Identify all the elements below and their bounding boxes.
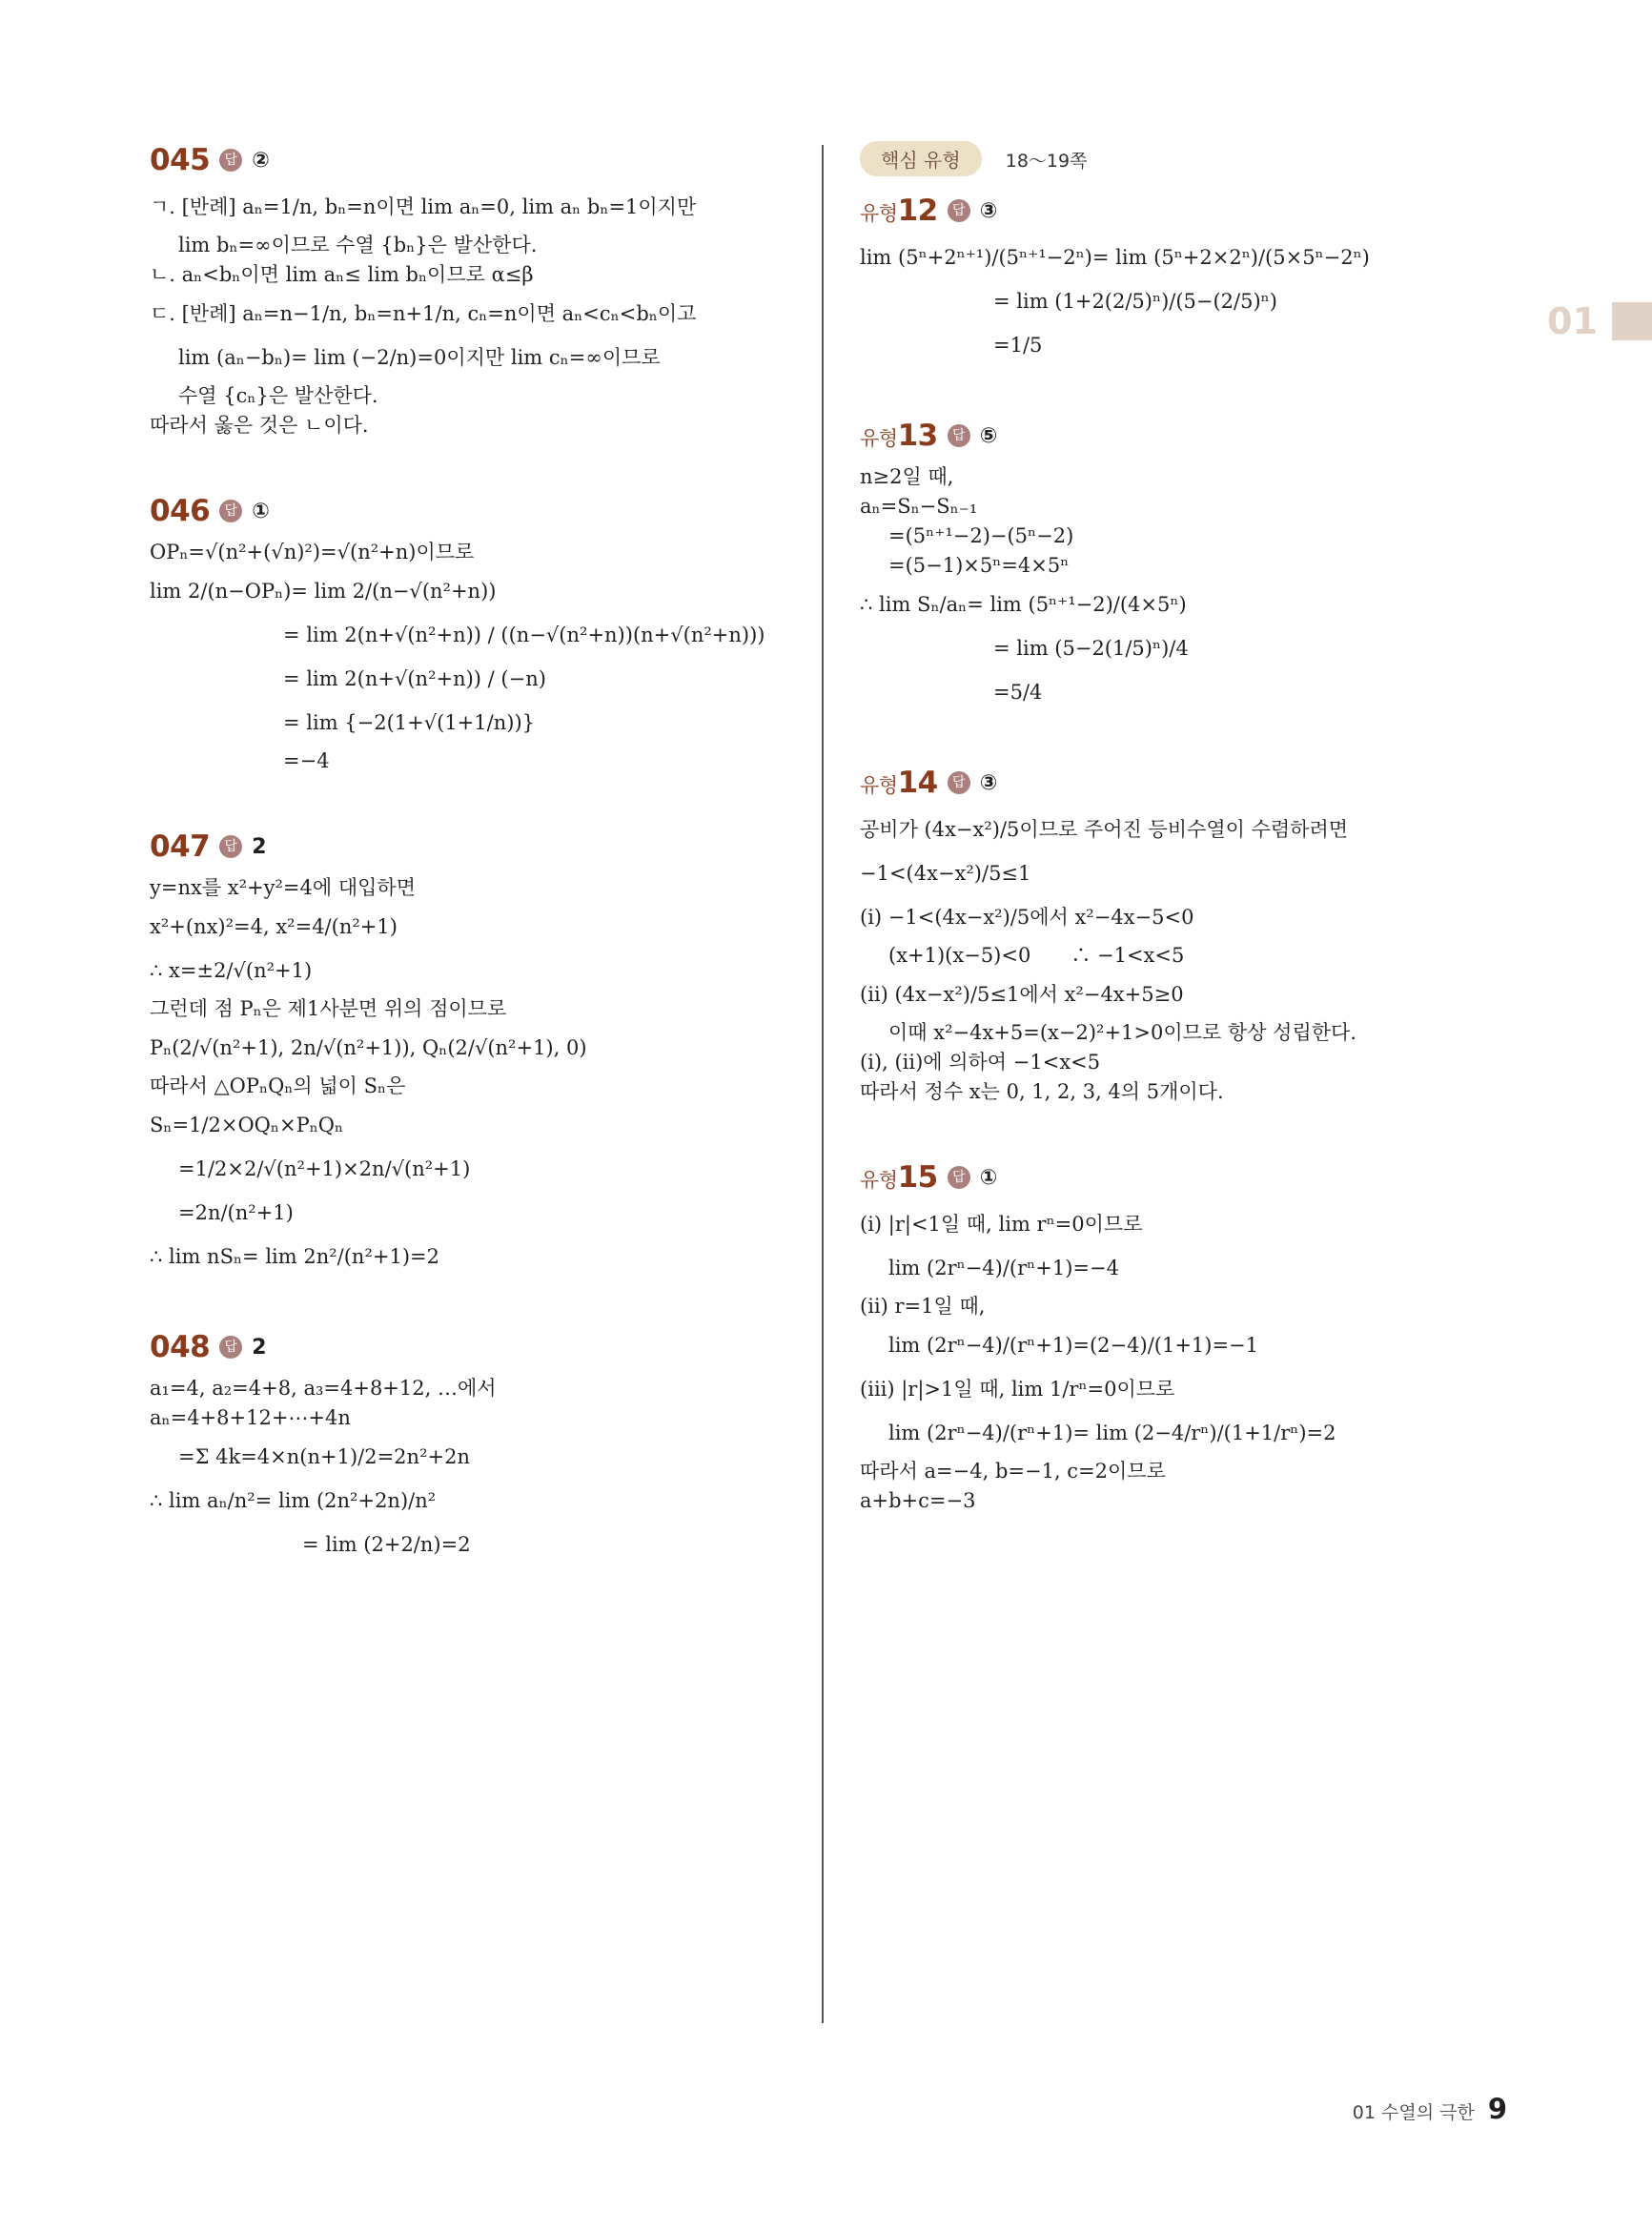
solution-header [150, 829, 817, 864]
solution-line: ㄷ. [반례] aₙ=n−1/n, bₙ=n+1/n, cₙ=n이면 aₙ<cₙ<bₙ이고 [150, 302, 697, 325]
solution-line: aₙ=Sₙ−Sₙ₋₁ [860, 495, 978, 518]
answer-badge: 답 [948, 1166, 970, 1189]
core-type-badge: 핵심 유형 [860, 141, 982, 176]
answer-badge: 답 [948, 424, 970, 447]
answer-badge: 답 [219, 149, 242, 172]
solution-line: ∴ lim aₙ/n²= lim (2n²+2n)/n² [150, 1489, 437, 1512]
solution-line: 수열 {cₙ}은 발산한다. [178, 384, 378, 407]
solution-line: = lim (2+2/n)=2 [302, 1533, 471, 1556]
solution-block [860, 1160, 1508, 1516]
answer-value: ② [252, 148, 270, 173]
solution-line: aₙ=4+8+12+⋯+4n [150, 1406, 351, 1429]
solution-line: ㄴ. aₙ<bₙ이면 lim aₙ≤ lim bₙ이므로 α≤β [150, 263, 534, 286]
page-footer [1353, 2093, 1507, 2125]
solution-line: (ⅰ) |r|<1일 때, lim rⁿ=0이므로 [860, 1213, 1143, 1236]
problem-number-value: 046 [150, 494, 211, 528]
problem-number [150, 829, 210, 864]
answer-badge: 답 [948, 771, 970, 794]
problem-number [860, 1160, 938, 1195]
answer-value: ③ [979, 770, 998, 795]
answer-value: 2 [252, 1335, 267, 1360]
chapter-side-tab-number: 01 [1547, 300, 1598, 342]
solution-header [150, 494, 817, 528]
right-column [860, 143, 1508, 1569]
problem-number [860, 194, 938, 228]
solution-line: 이때 x²−4x+5=(x−2)²+1>0이므로 항상 성립한다. [888, 1021, 1356, 1044]
solution-line: = lim 2(n+√(n²+n)) / ((n−√(n²+n))(n+√(n²+n))) [283, 624, 765, 646]
problem-number-value: 13 [897, 419, 938, 453]
solution-line: (x+1)(x−5)<0 ∴ −1<x<5 [888, 944, 1185, 967]
solution-line: lim (2rⁿ−4)/(rⁿ+1)= lim (2−4/rⁿ)/(1+1/rⁿ)=2 [888, 1422, 1336, 1444]
solution-line: x²+(nx)²=4, x²=4/(n²+1) [150, 915, 398, 938]
solution-line: (ⅱ) r=1일 때, [860, 1295, 986, 1318]
solution-line: n≥2일 때, [860, 465, 954, 488]
solution-line: 따라서 정수 x는 0, 1, 2, 3, 4의 5개이다. [860, 1080, 1224, 1103]
solution-line: 따라서 a=−4, b=−1, c=2이므로 [860, 1460, 1166, 1483]
solution-line: =(5ⁿ⁺¹−2)−(5ⁿ−2) [888, 524, 1074, 547]
page-range: 18～19쪽 [1005, 151, 1088, 172]
solution-line: 따라서 옳은 것은 ㄴ이다. [150, 414, 369, 437]
solution-line: =5/4 [993, 681, 1043, 704]
problem-number-value: 047 [150, 829, 211, 864]
answer-value: ① [252, 499, 270, 523]
solution-header [860, 194, 1508, 228]
solution-line: a₁=4, a₂=4+8, a₃=4+8+12, …에서 [150, 1377, 497, 1400]
solution-block [860, 419, 1508, 712]
solution-block [860, 766, 1508, 1107]
solution-line: =Σ 4k=4×n(n+1)/2=2n²+2n [178, 1445, 470, 1468]
solution-line: =1/2×2/√(n²+1)×2n/√(n²+1) [178, 1157, 471, 1180]
problem-number [860, 766, 938, 800]
column-divider [822, 145, 824, 2023]
solution-line: −1<(4x−x²)/5≤1 [860, 862, 1031, 885]
left-column [150, 143, 817, 1618]
answer-value: ⑤ [979, 423, 998, 448]
answer-badge: 답 [219, 835, 242, 858]
solution-line: (ⅰ), (ⅱ)에 의하여 −1<x<5 [860, 1051, 1101, 1074]
chapter-side-tab-bar [1612, 302, 1652, 340]
answer-value: ① [979, 1165, 998, 1190]
type-prefix: 유형 [860, 1169, 898, 1192]
solution-line: Pₙ(2/√(n²+1), 2n/√(n²+1)), Qₙ(2/√(n²+1), 0) [150, 1036, 587, 1059]
problem-number-value: 15 [897, 1160, 938, 1195]
type-prefix: 유형 [860, 427, 898, 450]
type-prefix: 유형 [860, 774, 898, 797]
solution-block [150, 829, 817, 1277]
solution-line: =(5−1)×5ⁿ=4×5ⁿ [888, 554, 1070, 577]
solution-line: (ⅰ) −1<(4x−x²)/5에서 x²−4x−5<0 [860, 906, 1194, 929]
problem-number-value: 045 [150, 143, 211, 177]
problem-number-value: 12 [897, 194, 938, 228]
problem-number-value: 048 [150, 1330, 211, 1364]
solution-line: (ⅲ) |r|>1일 때, lim 1/rⁿ=0이므로 [860, 1378, 1175, 1401]
solution-line: ∴ x=±2/√(n²+1) [150, 959, 313, 982]
solution-line: lim (5ⁿ+2ⁿ⁺¹)/(5ⁿ⁺¹−2ⁿ)= lim (5ⁿ+2×2ⁿ)/(5×5ⁿ−2ⁿ) [860, 246, 1370, 269]
answer-badge: 답 [948, 199, 970, 222]
page-number: 9 [1487, 2093, 1507, 2125]
solution-line: =−4 [283, 749, 330, 772]
solution-line: = lim 2(n+√(n²+n)) / (−n) [283, 667, 546, 690]
solution-block [150, 1330, 817, 1565]
right-blocks [860, 194, 1508, 1516]
solution-header [860, 1160, 1508, 1195]
solution-block [150, 143, 817, 440]
answer-badge: 답 [219, 500, 242, 522]
problem-number [150, 143, 210, 177]
solution-line: a+b+c=−3 [860, 1489, 976, 1512]
solution-block [150, 494, 817, 776]
problem-number [150, 494, 210, 528]
solution-line: lim 2/(n−OPₙ)= lim 2/(n−√(n²+n)) [150, 580, 497, 603]
solution-header [860, 766, 1508, 800]
problem-number-value: 14 [897, 766, 938, 800]
problem-number [860, 419, 938, 453]
solution-header [860, 419, 1508, 453]
solution-line: 따라서 △OPₙQₙ의 넓이 Sₙ은 [150, 1074, 406, 1097]
chapter-side-tab [1547, 300, 1652, 342]
solution-block [860, 194, 1508, 365]
solution-line: Sₙ=1/2×OQₙ×PₙQₙ [150, 1114, 344, 1136]
solution-line: =1/5 [993, 334, 1043, 357]
solution-line: (ⅱ) (4x−x²)/5≤1에서 x²−4x+5≥0 [860, 983, 1184, 1006]
solution-line: lim (aₙ−bₙ)= lim (−2/n)=0이지만 lim cₙ=∞이므로 [178, 346, 661, 369]
solution-line: 공비가 (4x−x²)/5이므로 주어진 등비수열이 수렴하려면 [860, 818, 1349, 841]
type-prefix: 유형 [860, 202, 898, 225]
answer-badge: 답 [219, 1336, 242, 1359]
solution-line: ∴ lim nSₙ= lim 2n²/(n²+1)=2 [150, 1245, 439, 1268]
solution-header [150, 143, 817, 177]
solution-line: ∴ lim Sₙ/aₙ= lim (5ⁿ⁺¹−2)/(4×5ⁿ) [860, 593, 1187, 616]
answer-value: 2 [252, 834, 267, 859]
solution-line: ㄱ. [반례] aₙ=1/n, bₙ=n이면 lim aₙ=0, lim aₙ bₙ=1이지만 [150, 195, 697, 218]
solution-line: = lim {−2(1+√(1+1/n))} [283, 711, 535, 734]
solution-line: = lim (5−2(1/5)ⁿ)/4 [993, 637, 1189, 660]
footer-chapter: 01 수열의 극한 [1352, 2102, 1475, 2123]
problem-number [150, 1330, 210, 1364]
solution-line: lim (2rⁿ−4)/(rⁿ+1)=(2−4)/(1+1)=−1 [888, 1334, 1259, 1357]
solution-line: OPₙ=√(n²+(√n)²)=√(n²+n)이므로 [150, 541, 475, 563]
solution-line: lim bₙ=∞이므로 수열 {bₙ}은 발산한다. [178, 234, 538, 256]
solution-line: 그런데 점 Pₙ은 제1사분면 위의 점이므로 [150, 997, 507, 1020]
solution-line: lim (2rⁿ−4)/(rⁿ+1)=−4 [888, 1257, 1119, 1279]
solution-header [150, 1330, 817, 1364]
solution-line: y=nx를 x²+y²=4에 대입하면 [150, 876, 416, 899]
solution-line: = lim (1+2(2/5)ⁿ)/(5−(2/5)ⁿ) [993, 290, 1277, 313]
solution-line: =2n/(n²+1) [178, 1201, 294, 1224]
answer-value: ③ [979, 198, 998, 223]
core-type-header [860, 141, 1508, 176]
